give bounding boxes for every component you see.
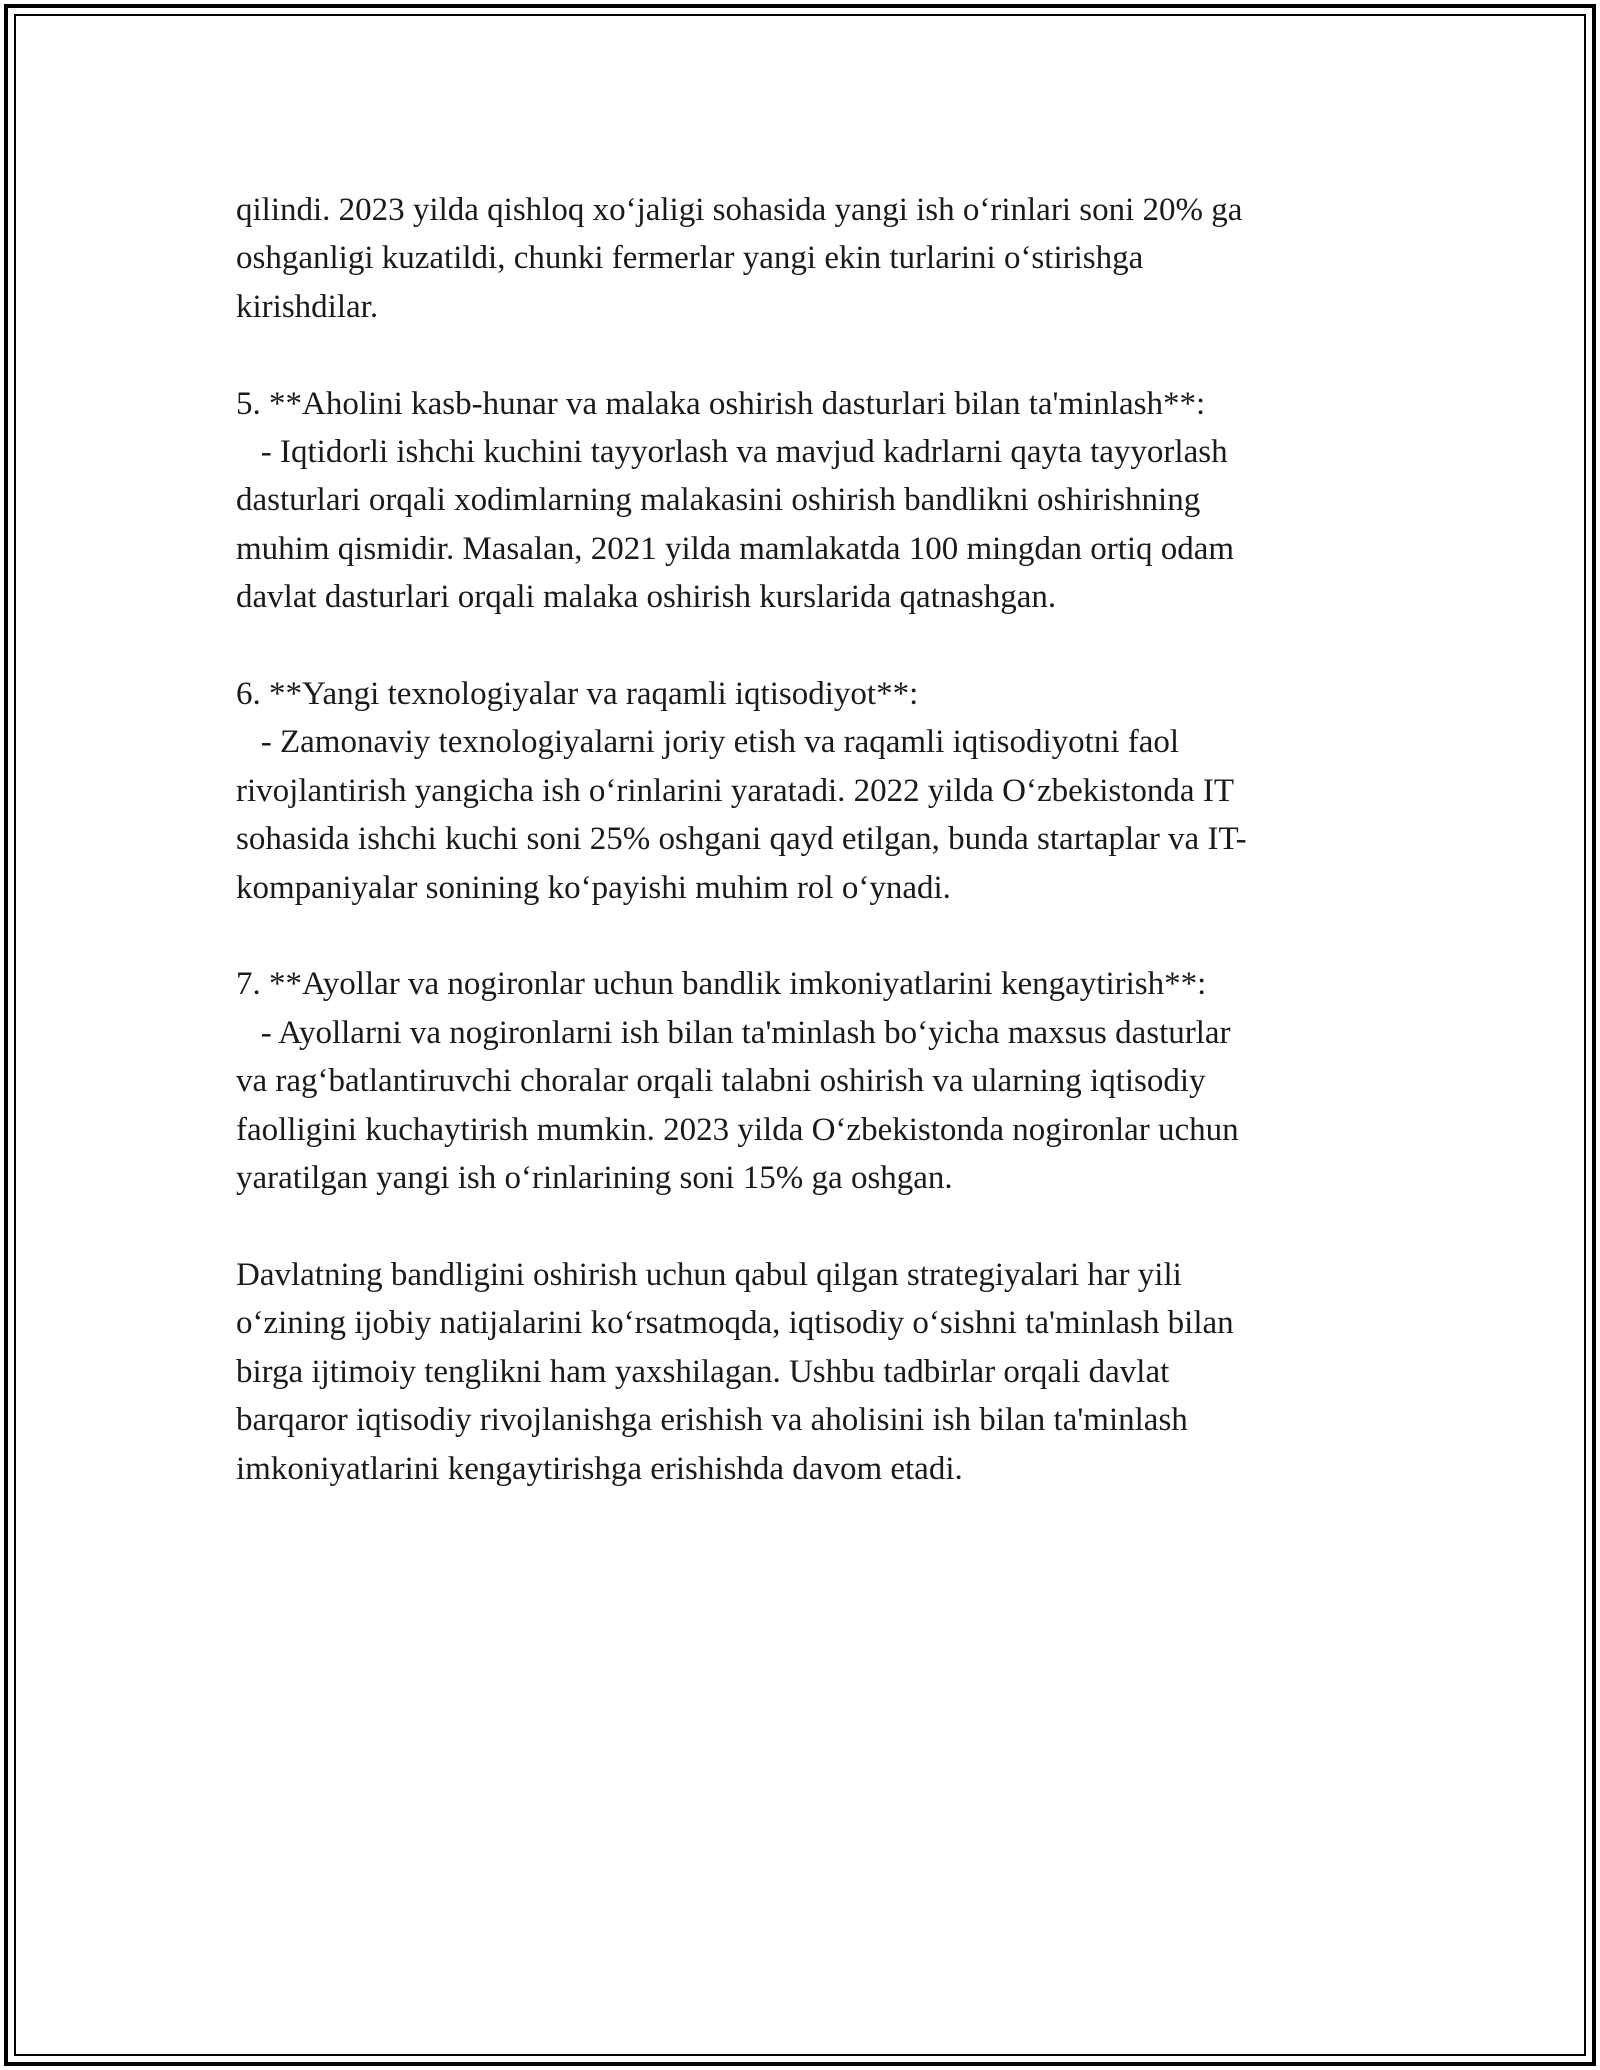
text-line: va rag‘batlantiruvchi choralar orqali talabni oshirish va ularning iqtisodiy (236, 1063, 1206, 1100)
text-line: yaratilgan yangi ish o‘rinlarining soni 15% ga oshgan. (236, 1160, 953, 1197)
paragraph-conclusion (236, 1251, 1376, 1493)
text-line: barqaror iqtisodiy rivojlanishga erishish va aholisini ish bilan ta'minlash (236, 1402, 1188, 1439)
text-line: kirishdilar. (236, 288, 379, 325)
paragraph-intro-continuation (236, 186, 1376, 331)
text-line: oshganligi kuzatildi, chunki fermerlar yangi ekin turlarini o‘stirishga (236, 240, 1144, 277)
text-line: birga ijtimoiy tenglikni ham yaxshilagan. Ushbu tadbirlar orqali davlat (236, 1353, 1170, 1390)
text-line: rivojlantirish yangicha ish o‘rinlarini yaratadi. 2022 yilda O‘zbekistonda IT (236, 772, 1234, 809)
paragraph-item-5 (236, 380, 1376, 622)
text-line: qilindi. 2023 yilda qishloq xo‘jaligi sohasida yangi ish o‘rinlari soni 20% ga (236, 192, 1243, 228)
text-line: faolligini kuchaytirish mumkin. 2023 yilda O‘zbekistonda nogironlar uchun (236, 1111, 1239, 1148)
text-line: - Iqtidorli ishchi kuchini tayyorlash va mavjud kadrlarni qayta tayyorlash (236, 434, 1228, 471)
text-line: - Ayollarni va nogironlarni ish bilan ta'minlash bo‘yicha maxsus dasturlar (236, 1014, 1231, 1051)
document-body (236, 186, 1376, 1541)
text-line: dasturlari orqali xodimlarning malakasini oshirish bandlikni oshirishning (236, 482, 1201, 519)
list-item-heading: 7. **Ayollar va nogironlar uchun bandlik imkoniyatlarini kengaytirish**: (236, 966, 1207, 1003)
text-line: muhim qismidir. Masalan, 2021 yilda mamlakatda 100 mingdan ortiq odam (236, 530, 1235, 567)
list-item-heading: 5. **Aholini kasb-hunar va malaka oshirish dasturlari bilan ta'minlash**: (236, 385, 1206, 422)
list-item-heading: 6. **Yangi texnologiyalar va raqamli iqtisodiyot**: (236, 676, 919, 713)
paragraph-item-7 (236, 960, 1376, 1202)
text-line: davlat dasturlari orqali malaka oshirish kurslarida qatnashgan. (236, 579, 1057, 616)
text-line: kompaniyalar sonining ko‘payishi muhim rol o‘ynadi. (236, 869, 951, 906)
text-line: - Zamonaviy texnologiyalarni joriy etish va raqamli iqtisodiyotni faol (236, 724, 1180, 761)
text-line: o‘zining ijobiy natijalarini ko‘rsatmoqda, iqtisodiy o‘sishni ta'minlash bilan (236, 1305, 1234, 1342)
text-line: Davlatning bandligini oshirish uchun qabul qilgan strategiyalari har yili (236, 1256, 1182, 1293)
text-line: sohasida ishchi kuchi soni 25% oshgani qayd etilgan, bunda startaplar va IT- (236, 821, 1247, 858)
paragraph-item-6 (236, 670, 1376, 912)
text-line: imkoniyatlarini kengaytirishga erishishda davom etadi. (236, 1450, 963, 1487)
